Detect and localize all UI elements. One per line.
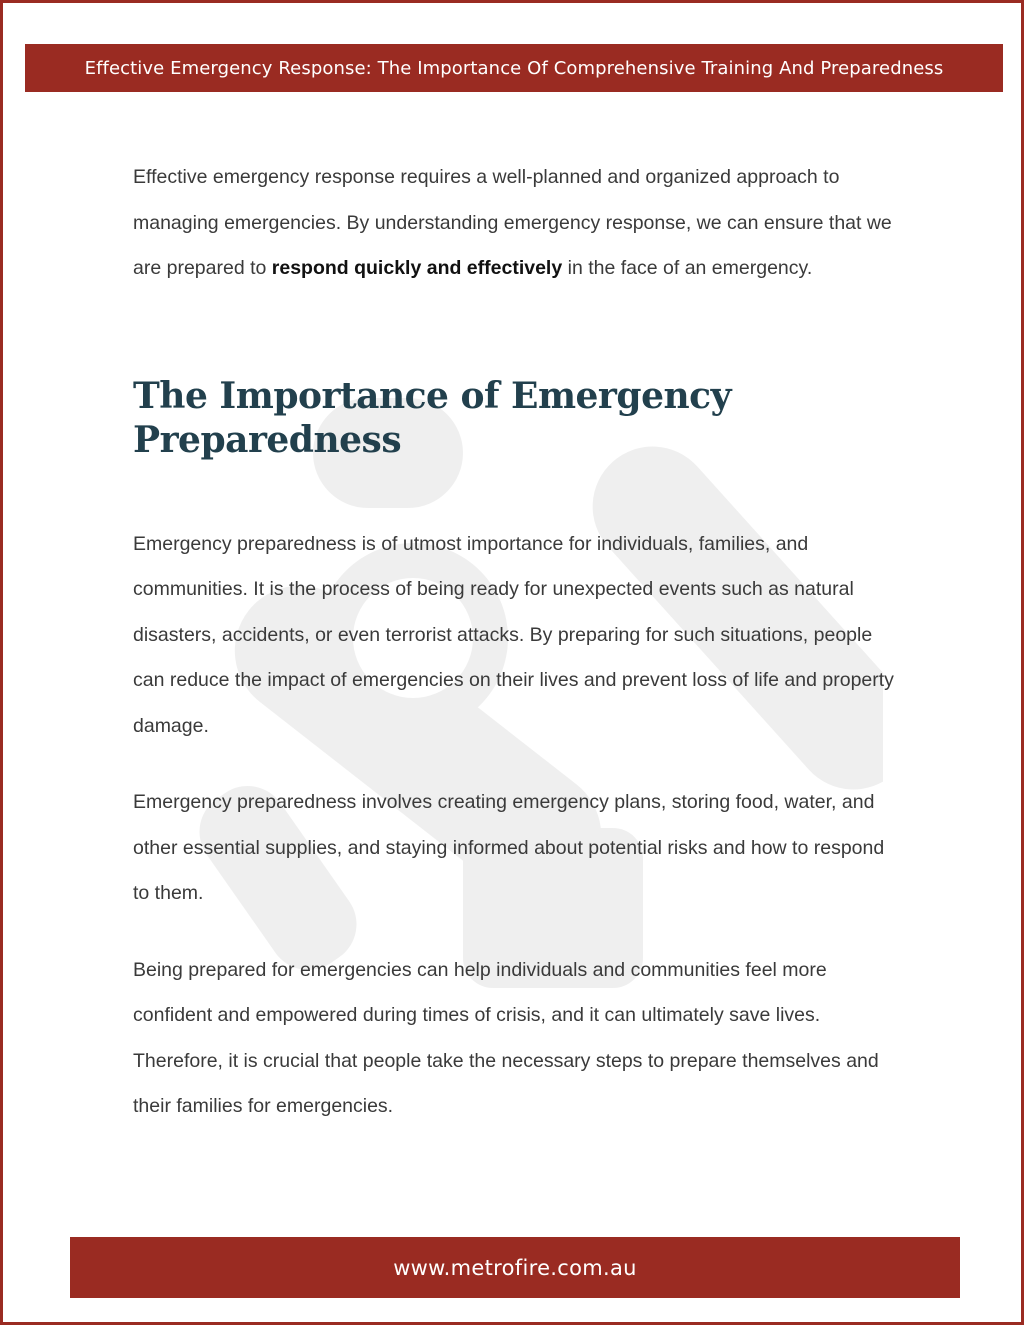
body-paragraph: Emergency preparedness involves creating emergency plans, storing food, water, and other essential supplies, and staying informed about potential risks and how to respond to them.	[133, 791, 885, 904]
footer-banner	[70, 1237, 960, 1298]
section-heading: The Importance of Emergency Preparedness	[133, 374, 731, 461]
header-title: Effective Emergency Response: The Importance Of Comprehensive Training And Preparedness	[84, 57, 944, 79]
intro-paragraph	[133, 155, 903, 292]
body-paragraph: Being prepared for emergencies can help individuals and communities feel more confident and empowered during times of crisis, and it can ultimately save lives. Therefore, it is crucial that people take the necessary steps to prepare themselves and their families for emergencies.	[133, 958, 879, 1117]
header-banner	[25, 44, 1003, 92]
intro-emphasis: respond quickly and effectively	[271, 257, 563, 279]
intro-text-end: in the face of an emergency.	[562, 257, 813, 279]
intro-text: Effective emergency response requires a well-planned and organized approach to managing emergencies. By understanding emergency response, we can ensure that we are prepared to	[133, 166, 892, 279]
body-paragraph: Emergency preparedness is of utmost importance for individuals, families, and communities. It is the process of being ready for unexpected events such as natural disasters, accidents, or even terrorist attacks. By preparing for such situations, people can reduce the impact of emergencies on their lives and prevent loss of life and property damage.	[133, 532, 894, 737]
footer-website-link[interactable]: www.metrofire.com.au	[393, 1255, 637, 1280]
content-body	[133, 155, 903, 1130]
